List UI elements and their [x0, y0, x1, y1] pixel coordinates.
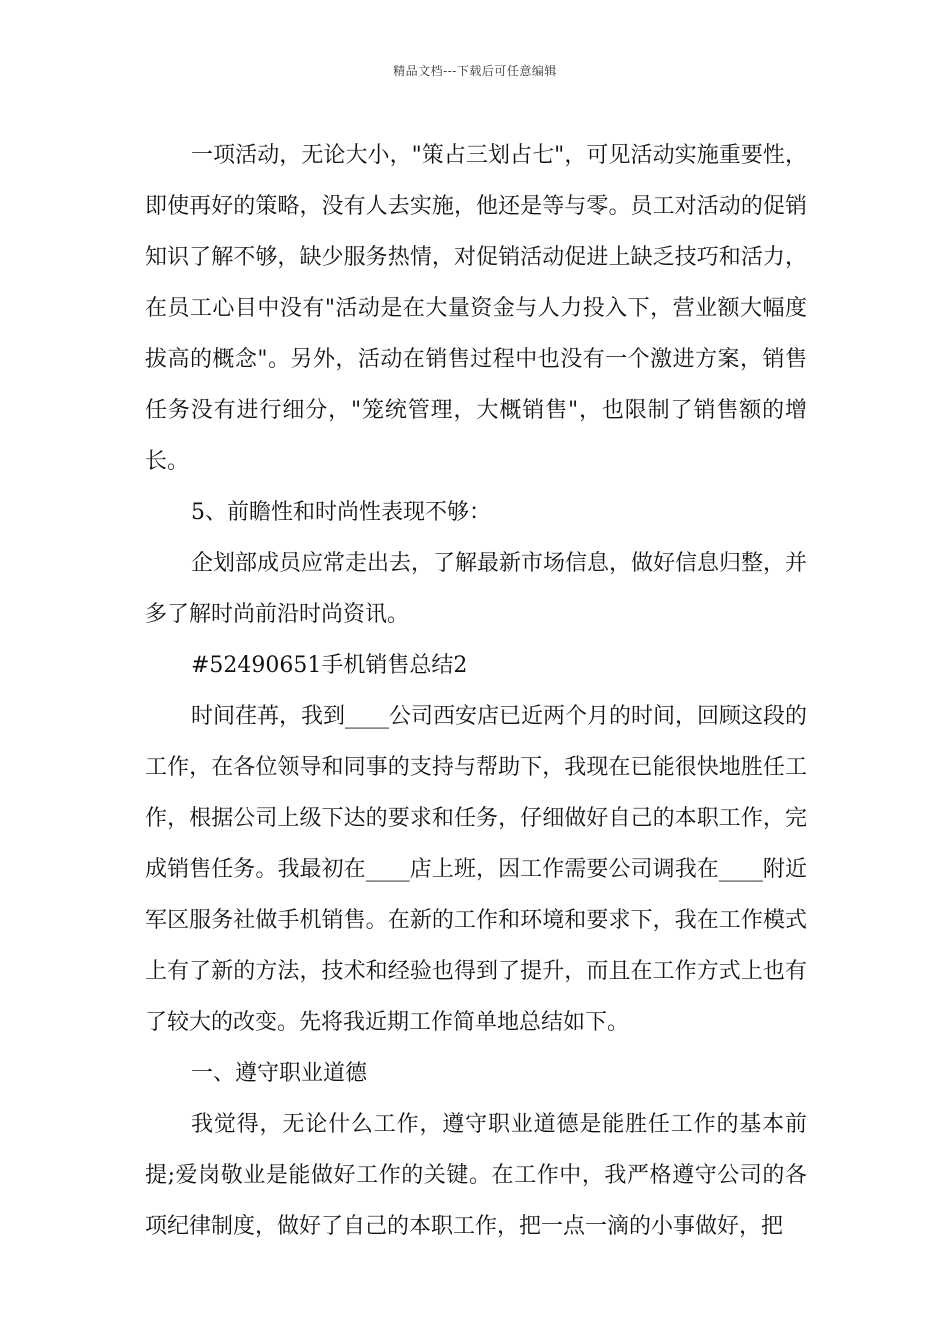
- paragraph-professional-ethics: 我觉得，无论什么工作，遵守职业道德是能胜任工作的基本前提;爱岗敬业是能做好工作的关键。在工作中，我严格遵守公司的各项纪律制度，做好了自己的本职工作，把一点一滴的小事做好，把: [145, 1112, 807, 1239]
- paragraph-activity-execution: 一项活动，无论大小，"策占三划占七"，可见活动实施重要性，即使再好的策略，没有人去实施，他还是等与零。员工对活动的促销知识了解不够，缺少服务热情，对促销活动促进上缺乏技巧和活力，在员工心目中没有"活动是在大量资金与人力投入下，营业额大幅度拔高的概念"。另外，活动在销售过程中也没有一个激进方案，销售任务没有进行细分，"笼统管理，大概销售"，也限制了销售额的增长。: [145, 143, 807, 474]
- paragraph-planning-dept: 企划部成员应常走出去，了解最新市场信息，做好信息归整，并多了解时尚前沿时尚资讯。: [145, 551, 808, 627]
- page-header: 精品文档---下载后可任意编辑: [393, 64, 557, 78]
- section-heading-ethics: 一、遵守职业道德: [191, 1061, 368, 1086]
- document-body: [145, 130, 807, 1252]
- document-subtitle: #52490651手机销售总结2: [191, 653, 468, 678]
- paragraph-work-review: 时间荏苒，我到____公司西安店已近两个月的时间，回顾这段的工作，在各位领导和同事的支持与帮助下，我现在已能很快地胜任工作，根据公司上级下达的要求和任务，仔细做好自己的本职工作，完成销售任务。我最初在____店上班，因工作需要公司调我在____附近军区服务社做手机销售。在新的工作和环境和要求下，我在工作模式上有了新的方法，技术和经验也得到了提升，而且在工作方式上也有了较大的改变。先将我近期工作简单地总结如下。: [145, 704, 808, 1035]
- section-heading-foresight: 5、前瞻性和时尚性表现不够：: [191, 500, 491, 525]
